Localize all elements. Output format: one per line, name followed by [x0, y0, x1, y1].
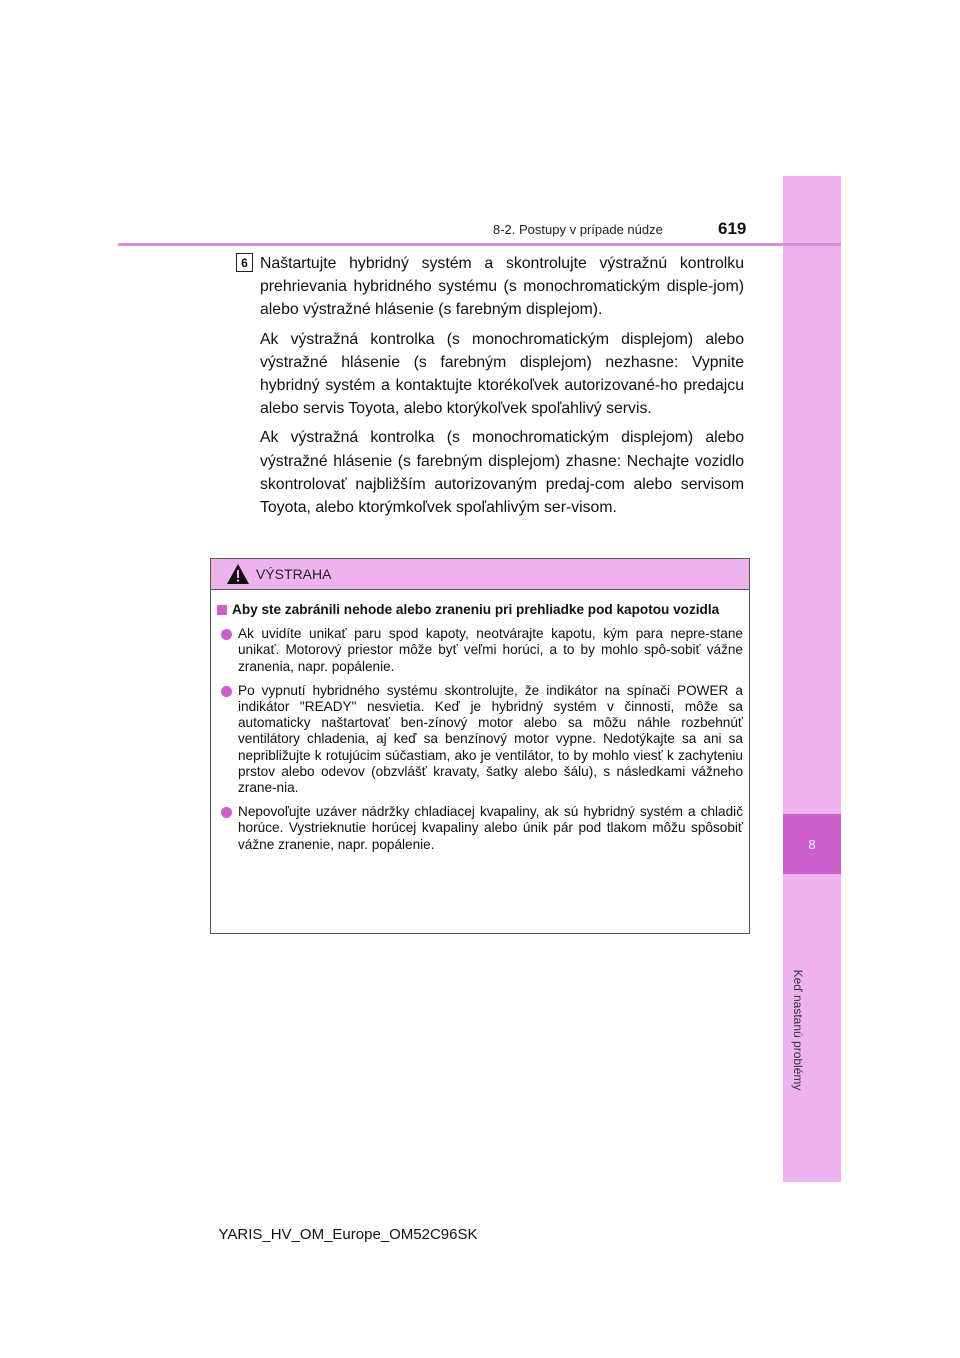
- section-title: 8-2. Postupy v prípade núdze: [493, 222, 663, 237]
- circle-bullet-icon: [221, 807, 232, 818]
- header-rule: [118, 243, 841, 246]
- warning-item: [217, 683, 743, 796]
- step-body: [260, 252, 744, 525]
- warning-title: [217, 602, 743, 618]
- step-paragraph-2: Ak výstražná kontrolka (s monochromatickým displejom) alebo výstražné hlásenie (s farebným displejom) nezhasne: Vypnite hybridný systém a kontaktujte ktorékoľvek autorizované-ho predajcu alebo servis Toyota, alebo ktorýkoľvek spoľahlivý servis.: [260, 330, 744, 418]
- chapter-number: 8: [783, 814, 841, 874]
- footer: [0, 1226, 960, 1243]
- warning-box: [210, 558, 750, 934]
- document-code: YARIS_HV_OM_Europe_OM52C96SK: [218, 1226, 478, 1243]
- warning-item-text: Ak uvidíte unikať paru spod kapoty, neotvárajte kapotu, kým para nepre-stane unikať. Motorový priestor môže byť veľmi horúci, a to by mohlo spô-sobiť vážne zranenia, napr. popálenie.: [238, 626, 743, 674]
- warning-item-text: Po vypnutí hybridného systému skontrolujte, že indikátor na spínači POWER a indikátor "READY" nesvietia. Keď je hybridný systém v činnosti, môže sa automaticky naštartovať ben-zínový motor alebo sa môžu náhle rozbehnúť ventilátory chladenia, aj keď sa benzínový motor vypne. Nedotýkajte sa ani sa nepribližujte k rotujúcim súčastiam, ako je ventilátor, to by mohlo viesť k zachyteniu prstov alebo odevov (obzvlášť kravaty, šatky alebo šálu), s následkami vážneho zrane-nia.: [238, 682, 743, 796]
- step-number-badge: 6: [236, 253, 253, 272]
- step-paragraph-1: Naštartujte hybridný systém a skontrolujte výstražnú kontrolku prehrievania hybridného systému (s monochromatickým disple-jom) alebo výstražné hlásenie (s farebným displejom).: [260, 255, 744, 319]
- circle-bullet-icon: [221, 686, 232, 697]
- warning-title-text: Aby ste zabránili nehode alebo zraneniu pri prehliadke pod kapotou vozidla: [232, 602, 720, 617]
- page-number: 619: [718, 219, 747, 238]
- warning-header: [211, 559, 749, 590]
- warning-item: [217, 804, 743, 853]
- warning-triangle-icon: [226, 563, 250, 585]
- step-paragraph-3: Ak výstražná kontrolka (s monochromatickým displejom) alebo výstražné hlásenie (s farebným displejom) zhasne: Nechajte vozidlo skontrolovať najbližším autorizovaným predaj-com alebo servisom Toyota, alebo ktorýmkoľvek spoľahlivým ser-visom.: [260, 429, 744, 517]
- warning-item: [217, 626, 743, 675]
- warning-body: [211, 590, 749, 853]
- square-bullet-icon: [217, 605, 227, 615]
- circle-bullet-icon: [221, 629, 232, 640]
- chapter-label: Keď nastanú problémy: [791, 969, 805, 1091]
- warning-label: VÝSTRAHA: [256, 566, 332, 582]
- warning-item-text: Nepovoľujte uzáver nádržky chladiacej kvapaliny, ak sú hybridný systém a chladič horúce. Vystrieknutie horúcej kvapaliny alebo únik pár pod tlakom môžu spôsobiť vážne zranenie, napr. popálenie.: [238, 804, 743, 852]
